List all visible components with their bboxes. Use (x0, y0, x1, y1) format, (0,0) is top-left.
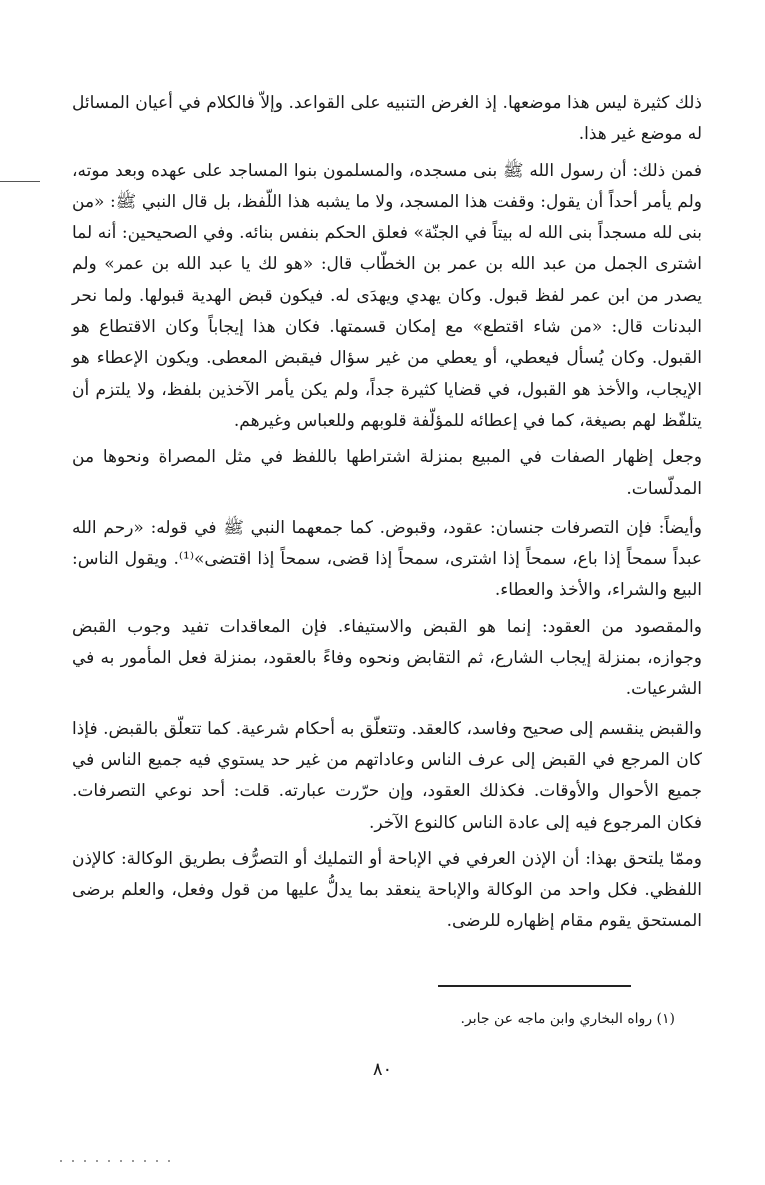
paragraph-1: ذلك كثيرة ليس هذا موضعها. إذ الغرض التنبيه على القواعد. وإلاّ فالكلام في أعيان المسائل له موضع غير هذا. (72, 93, 702, 145)
footnote: (١) رواه البخاري وابن ماجه عن جابر. (460, 1011, 675, 1027)
page-body (72, 88, 702, 938)
paragraph-7: وممّا يلتحق بهذا: أن الإذن العرفي في الإباحة أو التمليك أو التصرُّف بطريق الوكالة: كالإذن اللفظي. فكل واحد من الوكالة والإباحة ينعقد بما يدلُّ عليها من قول وفعل، والعلم برضى المستحق يقوم مقام إظهاره للرضى. (72, 848, 702, 932)
scan-artifact-dots (60, 1160, 180, 1162)
paragraph-3: وجعل إظهار الصفات في المبيع بمنزلة اشتراطها باللفظ في مثل المصراة ونحوها من المدلّسات. (72, 447, 702, 499)
paragraph-6: والقبض ينقسم إلى صحيح وفاسد، كالعقد. وتتعلّق به أحكام شرعية. كما تتعلّق بالقبض. فإذا كان المرجع في القبض إلى عرف الناس وعاداتهم من غير حد يستوي فيه جميع الناس في جميع الأحوال والأوقات. فكذلك العقود، وإن حرّرت عبارته. قلت: أحد نوعي التصرفات. فكان المرجوع فيه إلى عادة الناس كالنوع الآخر. (72, 718, 702, 833)
paragraph-4: وأيضاً: فإن التصرفات جنسان: عقود، وقبوض. كما جمعهما النبي ﷺ في قوله: «رحم الله عبداً سمحاً إذا باع، سمحاً إذا اشترى، سمحاً إذا قضى، سمحاً إذا اقتضى»⁽¹⁾. ويقول الناس: البيع والشراء، والأخذ والعطاء. (72, 517, 702, 601)
page-number: ٨٠ (372, 1059, 393, 1080)
paragraph-5: والمقصود من العقود: إنما هو القبض والاستيفاء. فإن المعاقدات تفيد وجوب القبض وجوازه، بمنزلة إيجاب الشارع، ثم التقابض ونحوه وفاءً بالعقود، بمنزلة فعل المأمور به في الشرعيات. (72, 616, 702, 700)
margin-scan-mark (0, 181, 40, 182)
footnote-divider (438, 985, 631, 987)
paragraph-2: فمن ذلك: أن رسول الله ﷺ بنى مسجده، والمسلمون بنوا المساجد على عهده وبعد موته، ولم يأمر أحداً أن يقول: وقفت هذا المسجد، ولا ما يشبه هذا اللّفظ، بل قال النبي ﷺ: «من بنى لله مسجداً بنى الله له بيتاً في الجنّة» فعلق الحكم بنفس بنائه. وفي الصحيحين: أنه لما اشترى الجمل من عبد الله بن عمر بن الخطّاب قال: «هو لك يا عبد الله بن عمر» ولم يصدر من ابن عمر لفظ قبول. وكان يهدي ويهدَى له. فيكون قبض الهدية قبولها. ولما نحر البدنات قال: «من شاء اقتطع» مع إمكان قسمتها. فكان هذا إيجاباً وكان الاقتطاع هو القبول. وكان يُسأل فيعطي، أو يعطي من غير سؤال فيقبض المعطى. ويكون الإعطاء هو الإيجاب، والأخذ هو القبول، في قضايا كثيرة جداً، ولم يكن يأمر الآخذين بلفظ، ولا يلتزم أن يتلفّظ لهم بصيغة، كما في إعطائه للمؤلّفة قلوبهم وللعباس وغيرهم. (72, 160, 702, 431)
